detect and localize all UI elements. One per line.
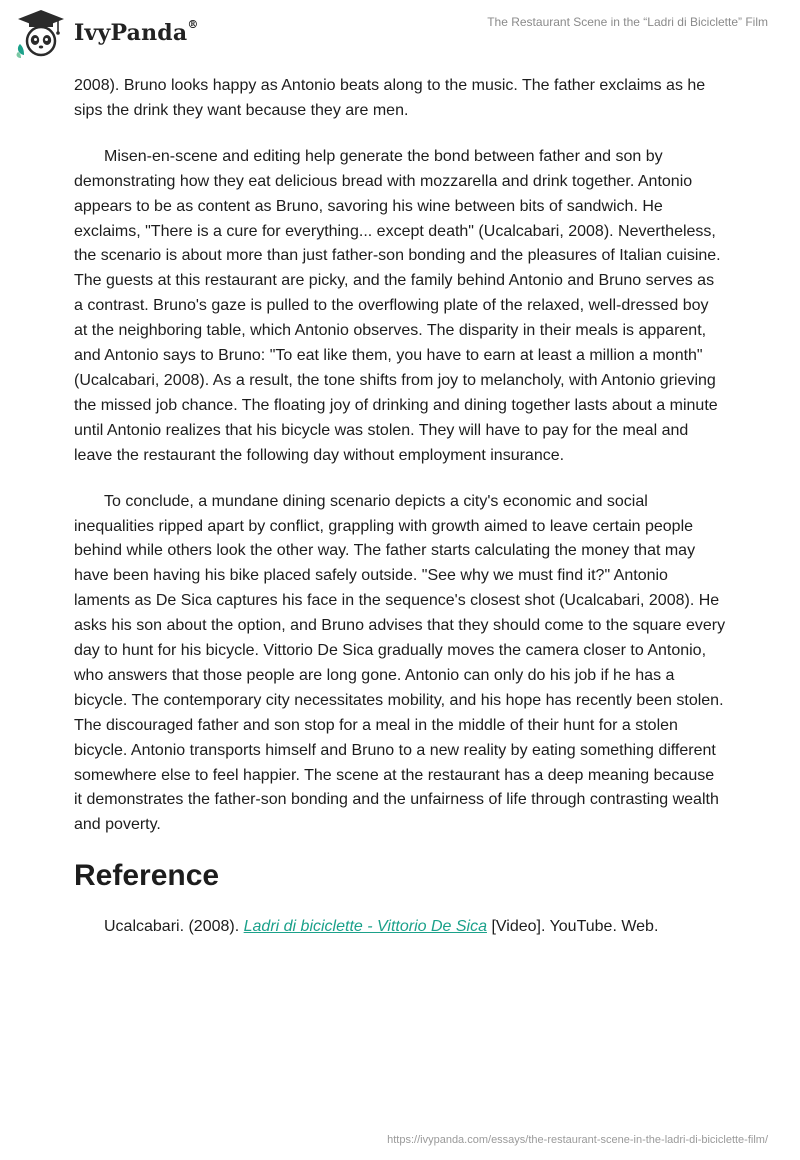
paragraph-mise-en-scene: Misen-en-scene and editing help generate the bond between father and son by demonstrating how they eat delicious bread with mozzarella and drink together. Antonio appears to be as content as Bruno, savoring his wine between bits of sandwich. He exclaims, "There is a cure for everything... except death" (Ucalcabari, 2008). Nevertheless, the scenario is about more than just father-son bonding and the pleasures of Italian cuisine. The guests at this restaurant are picky, and the family behind Antonio and Bruno serves as a contrast. Bruno's gaze is pulled to the overflowing plate of the relaxed, well-dressed boy at the neighboring table, which Antonio observes. The disparity in their meals is apparent, and Antonio says to Bruno: "To eat like them, you have to earn at least a million a month" (Ucalcabari, 2008). As a result, the tone shifts from joy to melancholy, with Antonio grieving the missed job chance. The floating joy of drinking and dining together lasts about a minute until Antonio realizes that his bicycle was stolen. They will have to pay for the meal and leave the restaurant the following day without employment insurance.: [74, 147, 721, 464]
reference-video-link[interactable]: Ladri di biciclette - Vittorio De Sica: [243, 918, 487, 936]
document-title: The Restaurant Scene in the “Ladri di Biciclette” Film: [487, 15, 768, 29]
paragraph-conclusion: To conclude, a mundane dining scenario depicts a city's economic and social inequalities ripped apart by conflict, grappling with growth aimed to leave certain people behind while others look the other way. The father starts calculating the money that may have been having his bike placed safely outside. "See why we must find it?" Antonio laments as De Sica captures his face in the sequence's closest shot (Ucalcabari, 2008). He asks his son about the option, and Bruno advises that they should come to the square every day to hunt for his bicycle. Vittorio De Sica gradually moves the camera closer to Antonio, who answers that those people are long gone. Antonio can only do his job if he has a bicycle. The contemporary city necessitates mobility, and his hope has recently been stolen. The discouraged father and son stop for a meal in the middle of their hunt for a stolen bicycle. Antonio transports himself and Bruno to a new reality by eating something different somewhere else to feel happier. The scene at the restaurant has a deep meaning because it demonstrates the father-son bonding and the unfairness of life through contrasting wealth and poverty.: [74, 492, 726, 834]
reference-heading: Reference: [74, 859, 220, 893]
registered-mark: ®: [187, 18, 199, 31]
logo-text: IvyPanda: [74, 20, 188, 46]
page-header: [0, 0, 800, 70]
essay-content: [74, 74, 726, 939]
reference-entry: [74, 915, 726, 939]
logo-wordmark: [74, 20, 199, 46]
paragraph-continuation: 2008). Bruno looks happy as Antonio beats along to the music. The father exclaims as he sips the drink they want because they are men.: [74, 77, 706, 119]
ivypanda-logo[interactable]: [14, 8, 199, 58]
reference-author-year: Ucalcabari. (2008).: [104, 918, 244, 936]
panda-graduate-icon: [14, 8, 68, 58]
reference-suffix: [Video]. YouTube. Web.: [487, 918, 659, 936]
footer-source-url: https://ivypanda.com/essays/the-restaurant-scene-in-the-ladri-di-biciclette-film/: [387, 1134, 768, 1146]
